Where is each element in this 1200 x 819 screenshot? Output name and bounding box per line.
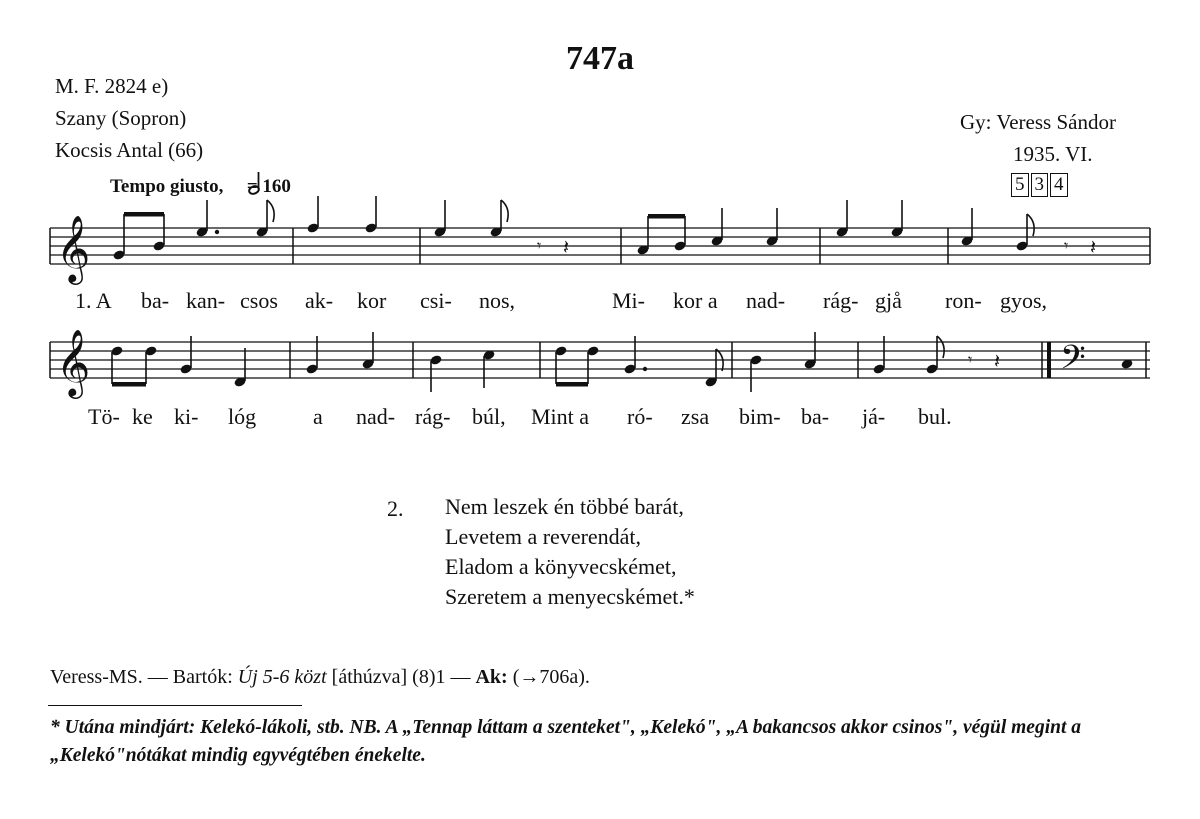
lyric-syllable: zsa (681, 404, 710, 429)
source-italic: Új 5-6 közt (237, 666, 327, 688)
lyric-syllable: Mi- (612, 288, 645, 313)
source-reference (50, 666, 590, 689)
treble-clef-icon-2: 𝄞 (56, 328, 91, 396)
singer: Kocsis Antal (66) (55, 138, 204, 162)
verse-line: Levetem a reverendát, (445, 524, 642, 549)
lyric-syllable: ak- (305, 288, 334, 313)
lyric-syllable: kan- (186, 288, 226, 313)
double-barline (1047, 342, 1051, 378)
lyric-syllable: lóg (228, 404, 257, 429)
lyric-syllable: ron- (945, 288, 982, 313)
verse-line: Nem leszek én többé barát, (445, 494, 684, 519)
tempo-bpm: = 160 (246, 176, 291, 197)
staff-2 (50, 342, 1150, 378)
svg-text:𝄽: 𝄽 (563, 235, 570, 259)
svg-text:𝄾: 𝄾 (1064, 236, 1069, 255)
svg-text:𝄾: 𝄾 (968, 350, 973, 369)
verse-line: Szeretem a menyecskémet.* (445, 584, 695, 609)
source-tail: (→706a). (507, 666, 590, 688)
lyric-syllable: csi- (420, 288, 452, 313)
footnote: * Utána mindjárt: Kelekó-lákoli, stb. NB. A „Tennap láttam a szenteket", „Kelekó", „A bakancsos akkor csinos", végül megint a „Kelekó"nótákat mindig egyvégtében énekelte. (50, 717, 1082, 766)
location: Szany (Sopron) (55, 106, 187, 130)
lyric-syllable: já- (862, 404, 886, 429)
verse-number: 2. (387, 496, 404, 521)
lyric-syllable: ró- (627, 404, 653, 429)
source-post: [áthúzva] (8)1 — (326, 666, 476, 688)
lyric-syllable: bim- (739, 404, 781, 429)
lyric-syllable: 1. A (75, 288, 112, 313)
source-bold: Ak: (475, 666, 508, 688)
class-box-1: 5 (1011, 173, 1029, 197)
class-box-3: 4 (1050, 173, 1068, 197)
staff-2-notes (110, 332, 1133, 392)
collector: Gy: Veress Sándor (960, 110, 1116, 134)
lyric-syllable: gjå (875, 288, 902, 313)
lyric-syllable: bul. (918, 404, 952, 429)
lyric-syllable: nad- (746, 288, 786, 313)
lyric-syllable: rág- (415, 404, 451, 429)
tempo-note-glyph (248, 172, 260, 195)
lyric-syllable: ba- (801, 404, 830, 429)
lyric-syllable: gyos, (1000, 288, 1048, 313)
lyric-syllable: ki- (174, 404, 199, 429)
lyric-syllable: kor a (673, 288, 718, 313)
collection-date: 1935. VI. (1013, 142, 1093, 166)
svg-text:𝄽: 𝄽 (1090, 235, 1097, 259)
lyric-syllable: nos, (479, 288, 516, 313)
verse-line: Eladom a könyvecskémet, (445, 554, 677, 579)
footnote-divider (48, 705, 302, 706)
svg-text:𝄽: 𝄽 (994, 349, 1001, 373)
lyric-syllable: ke (132, 404, 153, 429)
source-pre: Veress-MS. — Bartók: (50, 666, 238, 688)
verse-2-text (445, 492, 695, 612)
lyric-syllable: ba- (141, 288, 170, 313)
lyric-syllable: búl, (472, 404, 506, 429)
lyric-syllable: Tö- (88, 404, 120, 429)
class-box-2: 3 (1031, 173, 1049, 197)
lyric-syllable: nad- (356, 404, 396, 429)
bass-clef-icon: 𝄢 (1060, 339, 1086, 385)
lyric-syllable: csos (240, 288, 278, 313)
lyric-syllable: kor (357, 288, 387, 313)
catalog-number: M. F. 2824 e) (55, 74, 169, 98)
treble-clef-icon: 𝄞 (56, 214, 91, 282)
lyric-syllable: Mint a (531, 404, 590, 429)
tempo-label: Tempo giusto, (110, 176, 224, 197)
lyric-syllable: rág- (823, 288, 859, 313)
song-number: 747a (566, 40, 634, 77)
staff-1 (50, 228, 1150, 264)
svg-text:𝄾: 𝄾 (537, 236, 542, 255)
lyric-syllable: a (313, 404, 323, 429)
